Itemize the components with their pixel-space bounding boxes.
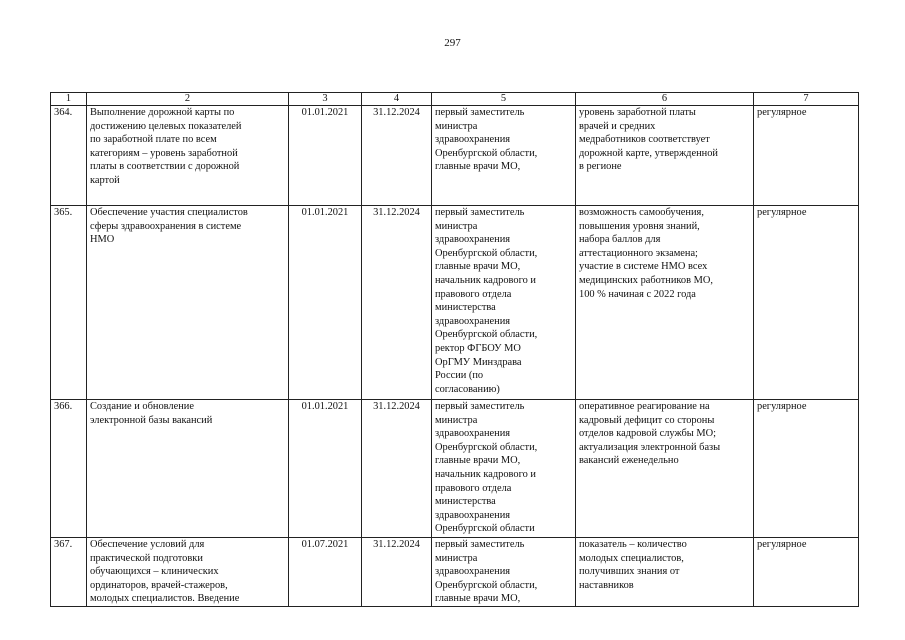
start-date-cell: 01.01.2021 bbox=[289, 206, 362, 400]
column-header: 4 bbox=[362, 93, 432, 106]
row-number: 366. bbox=[51, 400, 87, 538]
result-cell: уровень заработной платы врачей и средних медработников соответствует дорожной карте, утвержденной в регионе bbox=[576, 106, 754, 206]
plan-table bbox=[50, 92, 859, 607]
row-number: 364. bbox=[51, 106, 87, 206]
start-date-cell: 01.01.2021 bbox=[289, 106, 362, 206]
end-date-cell: 31.12.2024 bbox=[362, 400, 432, 538]
responsible-cell: первый заместитель министра здравоохранения Оренбургской области, главные врачи МО, bbox=[432, 538, 576, 607]
activity-cell: Создание и обновление электронной базы вакансий bbox=[87, 400, 289, 538]
table-row bbox=[51, 106, 859, 206]
end-date-cell: 31.12.2024 bbox=[362, 106, 432, 206]
result-cell: возможность самообучения, повышения уровня знаний, набора баллов для аттестационного экзамена; участие в системе НМО всех медицинских работников МО, 100 % начиная с 2022 года bbox=[576, 206, 754, 400]
responsible-cell: первый заместитель министра здравоохранения Оренбургской области, главные врачи МО, bbox=[432, 106, 576, 206]
start-date-cell: 01.01.2021 bbox=[289, 400, 362, 538]
row-number: 365. bbox=[51, 206, 87, 400]
result-cell: показатель – количество молодых специалистов, получивших знания от наставников bbox=[576, 538, 754, 607]
table-row bbox=[51, 400, 859, 538]
frequency-cell: регулярное bbox=[754, 206, 859, 400]
column-header: 6 bbox=[576, 93, 754, 106]
responsible-cell: первый заместитель министра здравоохранения Оренбургской области, главные врачи МО, начальник кадрового и правового отдела министерства здравоохранения Оренбургской области bbox=[432, 400, 576, 538]
activity-cell: Обеспечение условий для практической подготовки обучающихся – клинических ординаторов, врачей-стажеров, молодых специалистов. Введение bbox=[87, 538, 289, 607]
frequency-cell: регулярное bbox=[754, 538, 859, 607]
activity-cell: Выполнение дорожной карты по достижению целевых показателей по заработной плате по всем категориям – уровень заработной платы в соответствии с дорожной картой bbox=[87, 106, 289, 206]
responsible-cell: первый заместитель министра здравоохранения Оренбургской области, главные врачи МО, начальник кадрового и правового отдела министерства здравоохранения Оренбургской области, ректор ФГБОУ МО ОрГМУ Минздрава России (по согласованию) bbox=[432, 206, 576, 400]
column-header: 3 bbox=[289, 93, 362, 106]
frequency-cell: регулярное bbox=[754, 106, 859, 206]
end-date-cell: 31.12.2024 bbox=[362, 538, 432, 607]
start-date-cell: 01.07.2021 bbox=[289, 538, 362, 607]
frequency-cell: регулярное bbox=[754, 400, 859, 538]
table-row bbox=[51, 538, 859, 607]
column-header: 1 bbox=[51, 93, 87, 106]
activity-cell: Обеспечение участия специалистов сферы здравоохранения в системе НМО bbox=[87, 206, 289, 400]
page-number: 297 bbox=[444, 37, 461, 49]
column-header: 5 bbox=[432, 93, 576, 106]
result-cell: оперативное реагирование на кадровый дефицит со стороны отделов кадровой службы МО; актуализация электронной базы вакансий еженедельно bbox=[576, 400, 754, 538]
column-header: 2 bbox=[87, 93, 289, 106]
end-date-cell: 31.12.2024 bbox=[362, 206, 432, 400]
table-row bbox=[51, 206, 859, 400]
table-header-row bbox=[51, 93, 859, 106]
column-header: 7 bbox=[754, 93, 859, 106]
row-number: 367. bbox=[51, 538, 87, 607]
